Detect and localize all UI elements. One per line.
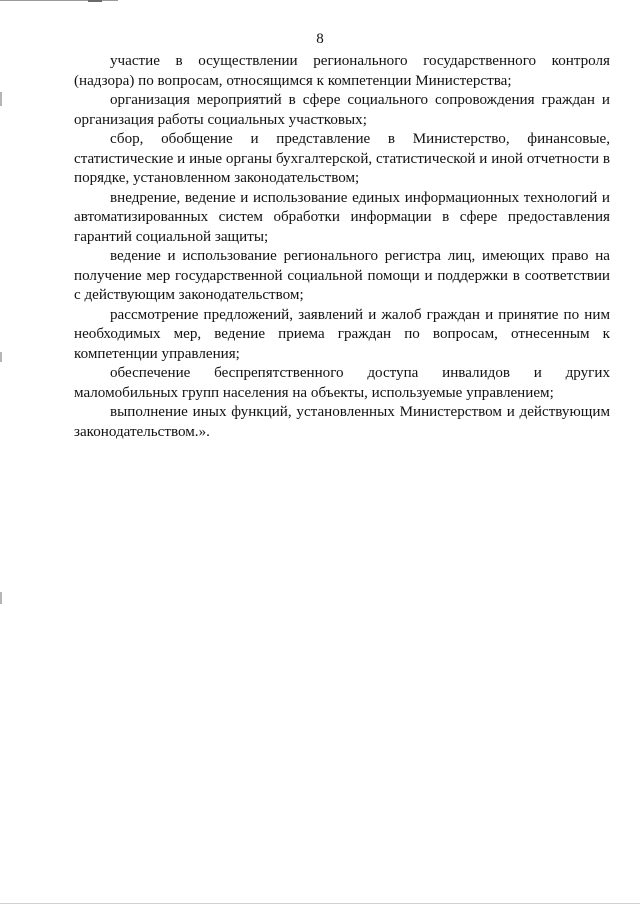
paragraph: ведение и использование регионального регистра лиц, имеющих право на получение мер государственной социальной помощи и поддержки в соответствии с действующим законодательством; — [74, 248, 610, 303]
paragraph: рассмотрение предложений, заявлений и жалоб граждан и принятие по ним необходимых мер, ведение приема граждан по вопросам, отнесенным к компетенции управления; — [74, 306, 610, 362]
paragraph: внедрение, ведение и использование единых информационных технологий и автоматизированных систем обработки информации в сфере предоставления гарантий социальной защиты; — [74, 189, 610, 245]
document-body — [74, 52, 610, 442]
page-number: 8 — [316, 31, 324, 47]
scan-edge-mark — [0, 352, 2, 362]
scan-edge-mark — [0, 92, 2, 106]
paragraph: организация мероприятий в сфере социального сопровождения граждан и организация работы социальных участковых; — [74, 92, 610, 128]
paragraph: обеспечение беспрепятственного доступа инвалидов и других маломобильных групп населения на объекты, используемые управлением; — [74, 365, 610, 401]
scan-edge-mark — [0, 592, 2, 604]
paragraph: участие в осуществлении регионального государственного контроля (надзора) по вопросам, относящимся к компетенции Министерства; — [74, 53, 610, 89]
paragraph: сбор, обобщение и представление в Министерство, финансовые, статистические и иные органы бухгалтерской, статистической и иной отчетности в порядке, установленном законодательством; — [74, 131, 610, 186]
scan-bottom-edge — [0, 903, 640, 904]
scan-edge-tick — [88, 0, 102, 2]
paragraph: выполнение иных функций, установленных Министерством и действующим законодательством.». — [74, 404, 610, 440]
